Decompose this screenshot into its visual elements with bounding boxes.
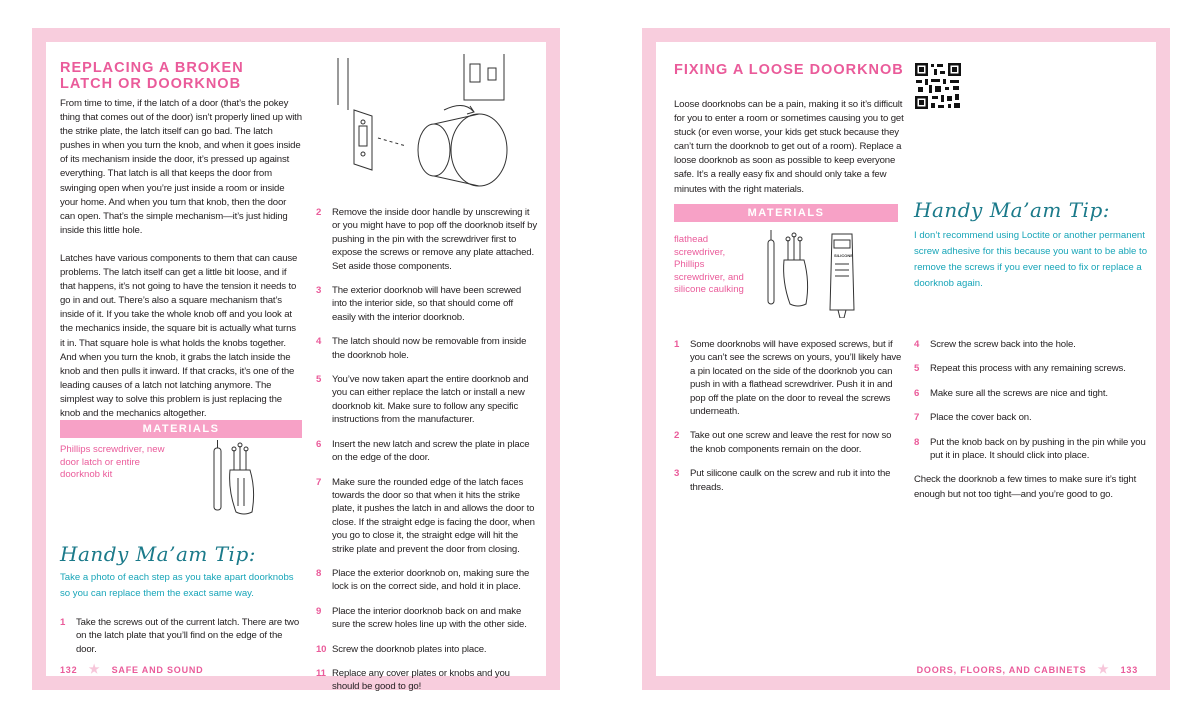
step-text: Make sure all the screws are nice and tight. <box>930 387 1108 399</box>
right-tip-title: Handy Ma’am Tip: <box>914 198 1110 222</box>
materials-heading: MATERIALS <box>60 420 302 438</box>
step-1 <box>60 616 302 656</box>
step-number: 4 <box>914 339 920 350</box>
step-5 <box>914 362 1154 375</box>
step-number: 10 <box>316 643 327 655</box>
step-number: 6 <box>914 387 920 399</box>
right-page-title: FIXING A LOOSE DOORKNOB <box>674 62 904 78</box>
step-number: 2 <box>316 207 322 218</box>
step-number: 9 <box>316 605 322 617</box>
step-2 <box>674 429 906 456</box>
left-page <box>32 28 560 693</box>
step-text: Repeat this process with any remaining screws. <box>930 363 1126 375</box>
qr-code-icon <box>914 62 962 110</box>
page-number: 133 <box>1120 665 1138 675</box>
right-tip-text: I don’t recommend using Loctite or another permanent screw adhesive for this because you want to be able to remove the screws if you ever need to fix or replace a doorknob again. <box>914 230 1148 289</box>
step-number: 7 <box>316 476 322 488</box>
step-text: Place the interior doorknob back on and make sure the screw holes line up with the other side. <box>332 605 527 631</box>
step-1 <box>674 338 906 418</box>
step-text: The latch should now be removable from inside the doorknob hole. <box>332 336 527 361</box>
step-text: Put silicone caulk on the screw and rub it into the threads. <box>690 468 891 493</box>
step-text: You’ve now taken apart the entire doorknob and you can either replace the latch or install a new doorknob kit. Make sure to follow any specific instructions from the manufacturer. <box>332 374 529 426</box>
step-text: Take out one screw and leave the rest for now so the knob components remain on the door. <box>690 430 892 455</box>
step-8 <box>914 436 1154 463</box>
step-text: Screw the screw back into the hole. <box>930 339 1076 350</box>
step-5 <box>316 373 538 427</box>
step-text: Remove the inside door handle by unscrewing it or you might have to pop off the doorknob itself by pushing in the pin with the screwdriver first to expose the screws or remove any plate attached. Set aside those components. <box>332 207 537 272</box>
left-footer <box>60 662 203 676</box>
step-6 <box>316 438 538 465</box>
materials-list: flathead screwdriver, Phillips screwdriver, and silicone caulking <box>674 234 744 295</box>
right-page-inner <box>656 42 1156 676</box>
step-2 <box>316 206 538 273</box>
step-text: Make sure the rounded edge of the latch faces towards the door so that when it hits the strike plate, it pushes the latch in and allows the door to close. If the straight edge is facing the door, when you go to close it, the straight edge will hit the strike plate and prevent the door from closing. <box>332 476 535 555</box>
step-7 <box>914 411 1154 424</box>
step-8 <box>316 567 538 594</box>
star-icon: ★ <box>1097 662 1110 676</box>
step-number: 7 <box>914 412 920 424</box>
step-text: Replace any cover plates or knobs and you should be good to go! <box>332 667 510 693</box>
step-text: Take the screws out of the current latch. There are two on the latch plate that you’ll find on the edge of the door. <box>76 617 300 655</box>
section-name: SAFE AND SOUND <box>111 665 204 675</box>
step-10 <box>316 643 538 656</box>
step-text: Place the cover back on. <box>930 412 1032 424</box>
right-page-intro: Loose doorknobs can be a pain, making it so it’s difficult for you to enter a room or sometimes causing you to get stuck (or even worse, your kids get stuck because they can’t turn the doorknob to get out of a room). Replace a loose doorknob as soon as possible to keep everyone safe. It’s a really easy fix and should only take a few minutes with the right materials. <box>674 99 904 195</box>
step-number: 11 <box>316 667 326 679</box>
step-4 <box>914 338 1154 351</box>
right-steps-col2 <box>914 338 1154 502</box>
step-9 <box>316 605 538 632</box>
right-steps-col1 <box>674 338 906 505</box>
right-footer <box>917 662 1138 676</box>
step-number: 6 <box>316 438 322 450</box>
step-number: 4 <box>316 336 322 348</box>
closing-paragraph: Check the doorknob a few times to make sure it’s tight enough but not too tight—and you’re good to go. <box>914 474 1137 500</box>
step-number: 8 <box>914 436 920 448</box>
step-number: 5 <box>316 374 322 386</box>
screwdrivers-caulk-illustration <box>762 228 892 318</box>
step-6 <box>914 387 1154 400</box>
step-number: 8 <box>316 567 322 579</box>
step-4 <box>316 335 538 362</box>
step-text: Some doorknobs will have exposed screws, but if you can’t see the screws on yours, you’ll likely have a pin located on the side of the doorknob you can push in with a flathead screwdriver. Push it in and pop off the plate on the door to reveal the screws underneath. <box>690 339 902 418</box>
left-tip-title: Handy Ma’am Tip: <box>60 542 256 566</box>
left-page-title: REPLACING A BROKEN LATCH OR DOORKNOB <box>60 60 244 92</box>
left-tip-text: Take a photo of each step as you take apart doorknobs so you can replace them the exact same way. <box>60 572 294 599</box>
step-text: The exterior doorknob will have been screwed into the interior side, so that should come off easily with the interior doorknob. <box>332 285 522 323</box>
materials-heading: MATERIALS <box>674 204 898 222</box>
step-3 <box>674 467 906 494</box>
step-3 <box>316 284 538 324</box>
left-page-intro <box>60 97 302 435</box>
step-text: Place the exterior doorknob on, making sure the lock is on the correct side, and hold it in place. <box>332 567 530 593</box>
caulk-label: SILICONE <box>834 253 853 258</box>
intro-paragraph-2: Latches have various components to them that can cause problems. The latch itself can get a little bit loose, and if that happens, it’s not going to have the tension it needs to go in and out. There’s also a square mechanism that’s inside of it. If you take the whole knob off and you look at the mechanics inside, the square bit is actually what turns it in. That square hole is what holds the knobs together. And when you turn the knob, it grabs the latch inside the knob and then pulls it inward. If that cracks, it’s one of the leading causes of a latch not latching anymore. The simplest way to solve this problem is just replacing the knob and the mechanics altogether. <box>60 252 298 419</box>
step-text: Insert the new latch and screw the plate in place on the edge of the door. <box>332 438 530 464</box>
step-text: Screw the doorknob plates into place. <box>332 643 487 655</box>
step-7 <box>316 476 538 556</box>
screwdriver-illustration <box>206 440 276 518</box>
step-11 <box>316 667 538 694</box>
page-number: 132 <box>60 665 78 675</box>
left-page-inner <box>46 42 546 693</box>
step-number: 5 <box>914 363 920 375</box>
step-number: 2 <box>674 430 680 442</box>
left-steps-col2 <box>316 206 538 705</box>
step-number: 3 <box>316 285 322 297</box>
right-page <box>642 28 1170 690</box>
materials-list: Phillips screwdriver, new door latch or entire doorknob kit <box>60 444 165 480</box>
step-number: 3 <box>674 468 680 480</box>
step-text: Put the knob back on by pushing in the pin while you put it in place. It should click into place. <box>930 436 1146 462</box>
door-latch-illustration <box>314 50 534 190</box>
star-icon: ★ <box>88 662 101 676</box>
step-number: 1 <box>60 617 66 628</box>
step-number: 1 <box>674 339 680 350</box>
intro-paragraph-1: From time to time, if the latch of a door (that’s the pokey thing that comes out of the door) isn’t properly lined up with the strike plate, the latch itself can go bad. The latch pushes in when you turn the knob, and when it goes inside of its mechanism inside the door, it’s pressed up against everything. That latch is all that keeps the door from swinging open when you’re just inside a room or inside your home. And when you turn that knob, then the door can open. That’s the simple mechanism—it’s just hiding inside this little hole. <box>60 98 302 236</box>
left-steps-col1 <box>60 616 302 667</box>
section-name: DOORS, FLOORS, AND CABINETS <box>916 665 1087 675</box>
